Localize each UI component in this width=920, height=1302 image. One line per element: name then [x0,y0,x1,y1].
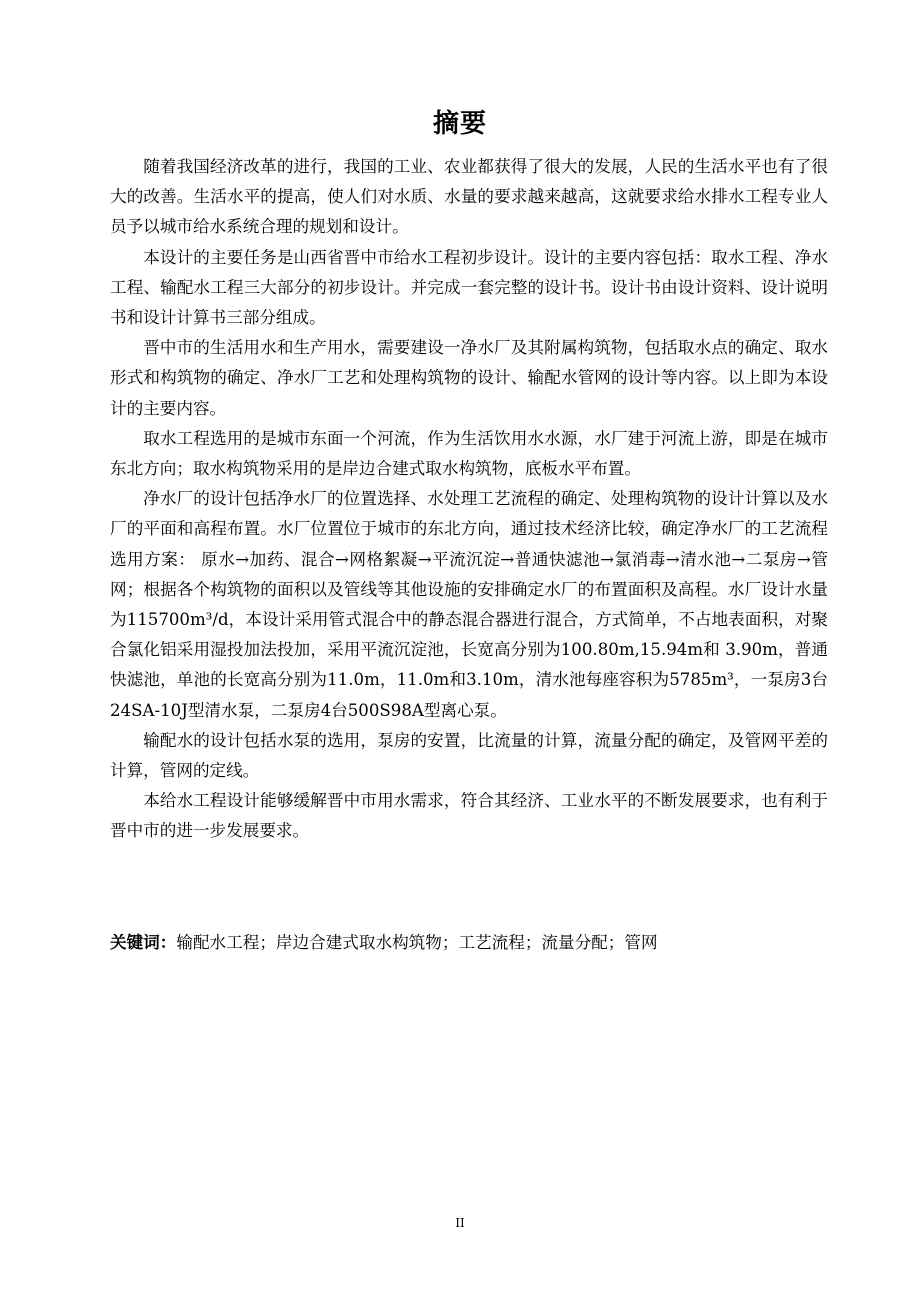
abstract-paragraph-1: 随着我国经济改革的进行，我国的工业、农业都获得了很大的发展，人民的生活水平也有了很大的改善。生活水平的提高，使人们对水质、水量的要求越来越高，这就要求给水排水工程专业人员予以城市给水系统合理的规划和设计。 [110,157,828,237]
keywords-label: 关键词： [110,933,177,952]
page-number: II [455,1216,465,1230]
abstract-body [110,152,828,847]
keywords-line [110,928,828,958]
keywords-text: 输配水工程；岸边合建式取水构筑物；工艺流程；流量分配；管网 [176,933,658,952]
abstract-paragraph-5: 净水厂的设计包括净水厂的位置选择、水处理工艺流程的确定、处理构筑物的设计计算以及水厂的平面和高程布置。水厂位置位于城市的东北方向，通过技术经济比较，确定净水厂的工艺流程选用方案： 原水→加药、混合→网格絮凝→平流沉淀→普通快滤池→氯消毒→清水池→二泵房→管网；根据各个构筑物的面积以及管线等其他设施的安排确定水厂的布置面积及高程。水厂设计水量为115700m³/d，本设计采用管式混合中的静态混合器进行混合，方式简单，不占地表面积，对聚合氯化铝采用湿投加法投加，采用平流沉淀池，长宽高分别为100.80m,15.94m和 3.90m，普通快滤池，单池的长宽高分别为11.0m，11.0m和3.10m，清水池每座容积为5785m³，一泵房3台24SA-10J型清水泵，二泵房4台500S98A型离心泵。 [110,489,828,720]
abstract-paragraph-4: 取水工程选用的是城市东面一个河流，作为生活饮用水水源，水厂建于河流上游，即是在城市东北方向；取水构筑物采用的是岸边合建式取水构筑物，底板水平布置。 [110,428,828,479]
abstract-paragraph-2: 本设计的主要任务是山西省晋中市给水工程初步设计。设计的主要内容包括：取水工程、净水工程、输配水工程三大部分的初步设计。并完成一套完整的设计书。设计书由设计资料、设计说明书和设计计算书三部分组成。 [110,247,828,328]
abstract-paragraph-3: 晋中市的生活用水和生产用水，需要建设一净水厂及其附属构筑物，包括取水点的确定、取水形式和构筑物的确定、净水厂工艺和处理构筑物的设计、输配水管网的设计等内容。以上即为本设计的主要内容。 [110,338,828,418]
page-title: 摘要 [432,109,487,139]
abstract-paragraph-6: 输配水的设计包括水泵的选用，泵房的安置，比流量的计算，流量分配的确定，及管网平差的计算，管网的定线。 [110,730,828,781]
abstract-paragraph-7: 本给水工程设计能够缓解晋中市用水需求，符合其经济、工业水平的不断发展要求，也有利于晋中市的进一步发展要求。 [110,791,828,841]
